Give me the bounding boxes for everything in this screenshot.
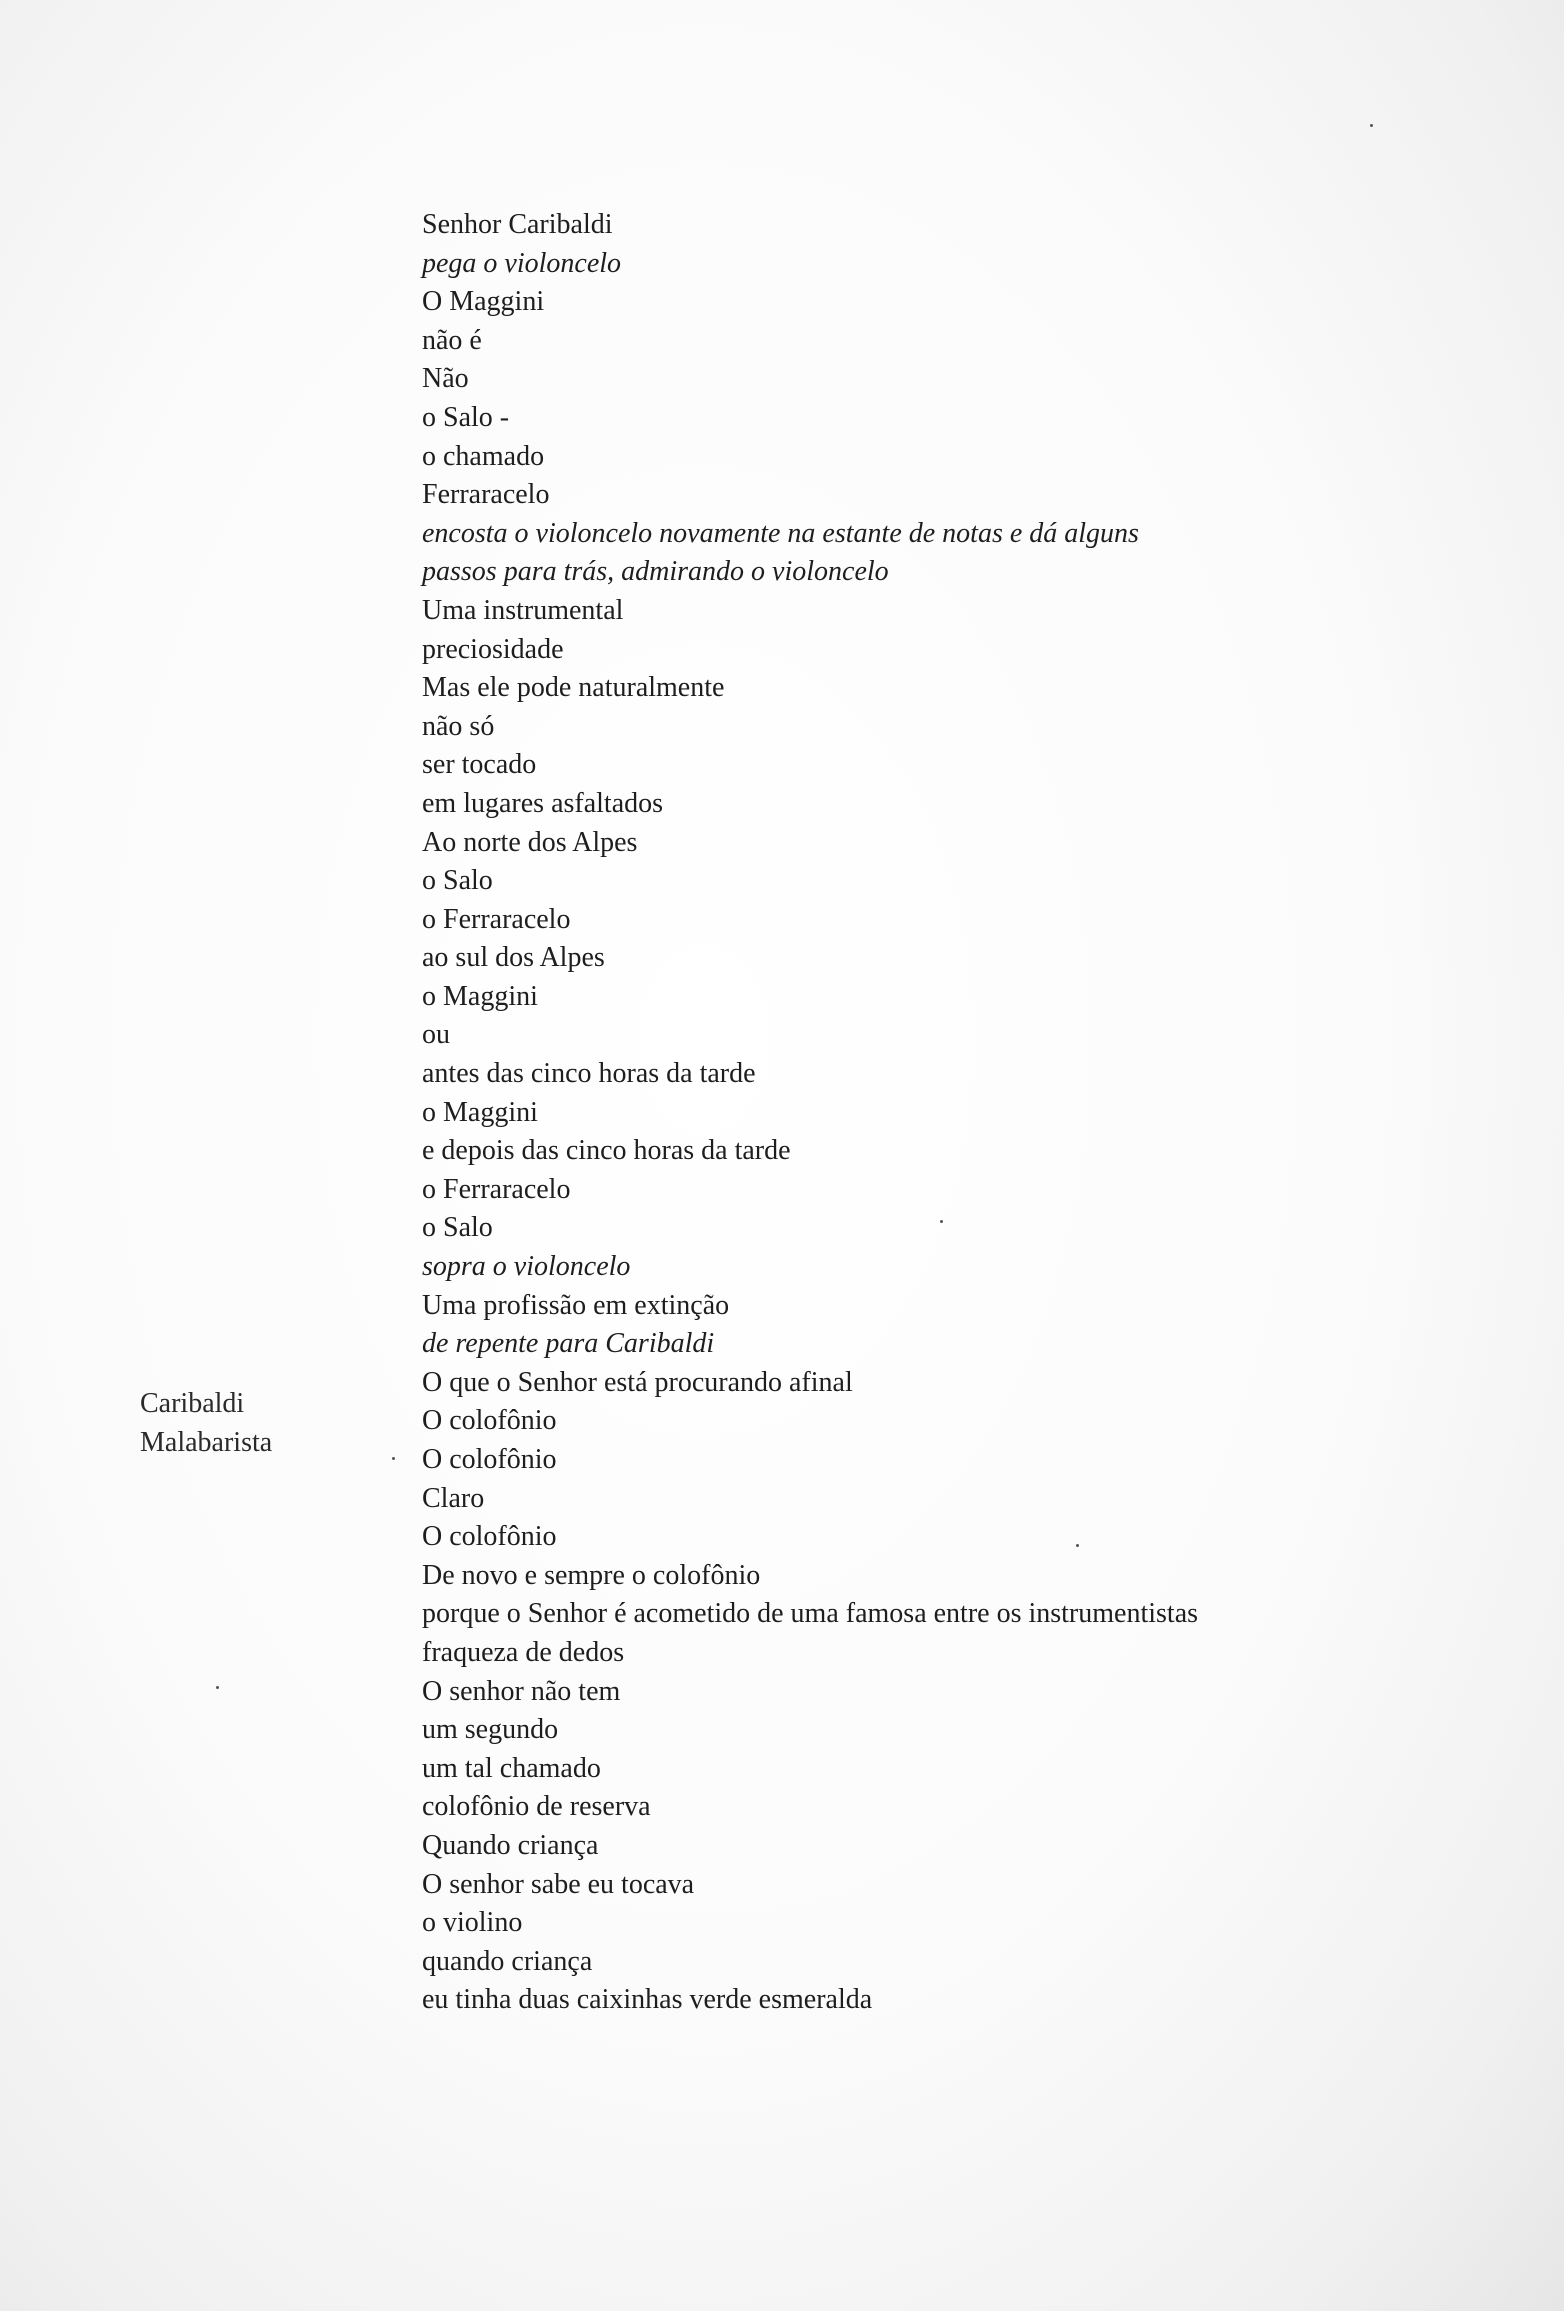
dialogue-line: o Maggini <box>422 1096 538 1128</box>
dialogue-line: Ferraracelo <box>422 479 550 511</box>
dialogue-line: ser tocado <box>422 749 537 781</box>
dialogue-line: não é <box>422 324 482 356</box>
dialogue-line: fraqueza de dedos <box>422 1636 625 1668</box>
dialogue-line: Não <box>422 363 469 395</box>
dialogue-line: preciosidade <box>422 633 564 665</box>
dialogue-line: não só <box>422 710 495 742</box>
dust-speck <box>940 1220 943 1223</box>
dialogue-line: antes das cinco horas da tarde <box>422 1058 756 1090</box>
script-text <box>422 206 1198 2020</box>
dialogue-line: Mas ele pode naturalmente <box>422 672 725 704</box>
dialogue-line: O senhor sabe eu tocava <box>422 1868 695 1900</box>
dialogue-line: um segundo <box>422 1714 559 1746</box>
dialogue-line: porque o Senhor é acometido de uma famosa entre os instrumentistas <box>422 1598 1199 1630</box>
dialogue-line: quando criança <box>422 1945 593 1977</box>
dialogue-line: De novo e sempre o colofônio <box>422 1559 761 1591</box>
dialogue-line: Claro <box>422 1482 485 1514</box>
dialogue-line: em lugares asfaltados <box>422 787 664 819</box>
dialogue-line: o Ferraracelo <box>422 903 571 935</box>
dialogue-line: o Salo <box>422 1212 493 1244</box>
dialogue-line: O colofônio <box>422 1405 557 1437</box>
dialogue-line: O colofônio <box>422 1444 557 1475</box>
dialogue-line: o Salo - <box>422 401 510 433</box>
dialogue-line: o Ferraracelo <box>422 1173 571 1205</box>
dialogue-line: o Salo <box>422 865 493 897</box>
dust-speck <box>1076 1544 1079 1547</box>
stage-direction: pega o violoncelo <box>422 247 622 279</box>
dialogue-line: o Maggini <box>422 980 538 1012</box>
dialogue-line: Senhor Caribaldi <box>422 209 613 240</box>
stage-direction: sopra o violoncelo <box>422 1251 631 1283</box>
dust-speck <box>216 1686 219 1689</box>
dialogue-line: O colofônio <box>422 1521 557 1553</box>
stage-direction: de repente para Caribaldi <box>422 1328 715 1360</box>
dialogue-line: o chamado <box>422 440 545 472</box>
speaker-names <box>140 1384 272 1462</box>
dialogue-line: ao sul dos Alpes <box>422 942 605 974</box>
speaker-name: Malabarista <box>140 1427 273 1458</box>
stage-direction: passos para trás, admirando o violoncelo <box>422 556 889 588</box>
dialogue-line: Quando criança <box>422 1829 599 1861</box>
dialogue-line: o violino <box>422 1907 523 1939</box>
dialogue-line: O senhor não tem <box>422 1675 621 1707</box>
dialogue-line: O Maggini <box>422 286 545 318</box>
dialogue-line: colofônio de reserva <box>422 1791 651 1823</box>
dialogue-line: um tal chamado <box>422 1752 601 1784</box>
dialogue-line: Uma profissão em extinção <box>422 1289 730 1321</box>
dialogue-line: e depois das cinco horas da tarde <box>422 1135 791 1167</box>
dust-speck <box>392 1457 395 1460</box>
dialogue-line: ou <box>422 1019 450 1051</box>
dialogue-line: O que o Senhor está procurando afinal <box>422 1366 853 1398</box>
dialogue-line: Uma instrumental <box>422 594 624 626</box>
dialogue-line: Ao norte dos Alpes <box>422 826 638 858</box>
stage-direction: encosta o violoncelo novamente na estante de notas e dá alguns <box>422 517 1139 549</box>
speaker-name: Caribaldi <box>140 1388 245 1419</box>
dialogue-line: eu tinha duas caixinhas verde esmeralda <box>422 1984 873 2016</box>
dust-speck <box>1370 124 1373 127</box>
